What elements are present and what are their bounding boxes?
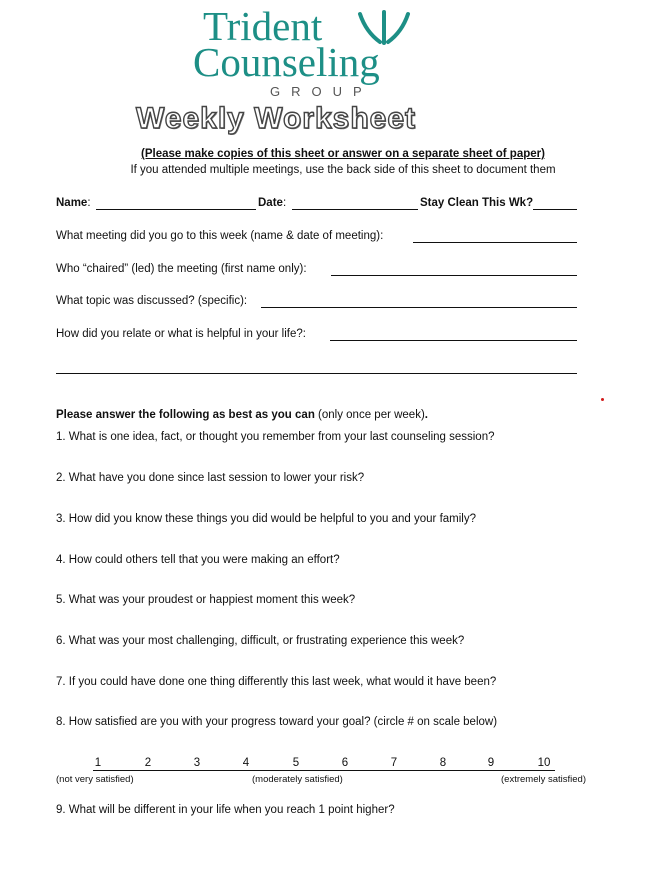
stay-clean-label: Stay Clean This Wk? [420, 197, 534, 209]
meeting-answer-3[interactable] [261, 307, 577, 308]
question-7: 7. If you could have done one thing differently this last week, what would it have been? [56, 676, 497, 688]
question-3: 3. How did you know these things you did would be helpful to you and your family? [56, 513, 477, 525]
meeting-question-4: How did you relate or what is helpful in your life?: [56, 328, 306, 340]
scale-number-5[interactable]: 5 [292, 757, 300, 769]
scale-high-label: (extremely satisfied) [501, 774, 586, 785]
scale-number-3[interactable]: 3 [193, 757, 201, 769]
instructions: Please answer the following as best as you can (only once per week). [56, 409, 428, 421]
meeting-answer-4-continued[interactable] [56, 373, 577, 374]
scale-number-2[interactable]: 2 [144, 757, 152, 769]
meeting-question-2: Who “chaired” (led) the meeting (first name only): [56, 263, 307, 275]
question-1: 1. What is one idea, fact, or thought you remember from your last counseling session? [56, 431, 495, 443]
question-9: 9. What will be different in your life when you reach 1 point higher? [56, 804, 395, 816]
scale-mid-label: (moderately satisfied) [252, 774, 343, 785]
stay-clean-field[interactable] [533, 209, 577, 210]
date-field-label: Date: [258, 197, 287, 209]
logo-text-counseling: Counseling [193, 39, 380, 85]
scale-line [93, 770, 555, 771]
question-8: 8. How satisfied are you with your progress toward your goal? (circle # on scale below) [56, 716, 498, 728]
date-field[interactable] [292, 209, 418, 210]
name-field-label: Name: [56, 197, 91, 209]
logo-text-trident: Trident [203, 3, 323, 49]
meeting-answer-1[interactable] [413, 242, 577, 243]
question-5: 5. What was your proudest or happiest moment this week? [56, 594, 356, 606]
subtitle-multiple-meetings: If you attended multiple meetings, use the back side of this sheet to document them [130, 164, 556, 176]
red-mark [601, 398, 604, 401]
scale-low-label: (not very satisfied) [56, 774, 134, 785]
question-6: 6. What was your most challenging, difficult, or frustrating experience this week? [56, 635, 465, 647]
scale-number-6[interactable]: 6 [341, 757, 349, 769]
meeting-answer-4[interactable] [330, 340, 577, 341]
scale-number-10[interactable]: 10 [537, 757, 551, 769]
page-title: Weekly Worksheet [136, 102, 417, 135]
logo-text-group: GROUP [270, 84, 373, 99]
meeting-question-1: What meeting did you go to this week (name & date of meeting): [56, 230, 384, 242]
question-2: 2. What have you done since last session to lower your risk? [56, 472, 365, 484]
scale-number-9[interactable]: 9 [487, 757, 495, 769]
scale-number-7[interactable]: 7 [390, 757, 398, 769]
meeting-answer-2[interactable] [331, 275, 577, 276]
meeting-question-3: What topic was discussed? (specific): [56, 295, 248, 307]
subtitle-copies: (Please make copies of this sheet or answer on a separate sheet of paper) [141, 148, 545, 160]
scale-number-8[interactable]: 8 [439, 757, 447, 769]
scale-number-1[interactable]: 1 [94, 757, 102, 769]
scale-number-4[interactable]: 4 [242, 757, 250, 769]
question-4: 4. How could others tell that you were making an effort? [56, 554, 340, 566]
name-field[interactable] [96, 209, 256, 210]
